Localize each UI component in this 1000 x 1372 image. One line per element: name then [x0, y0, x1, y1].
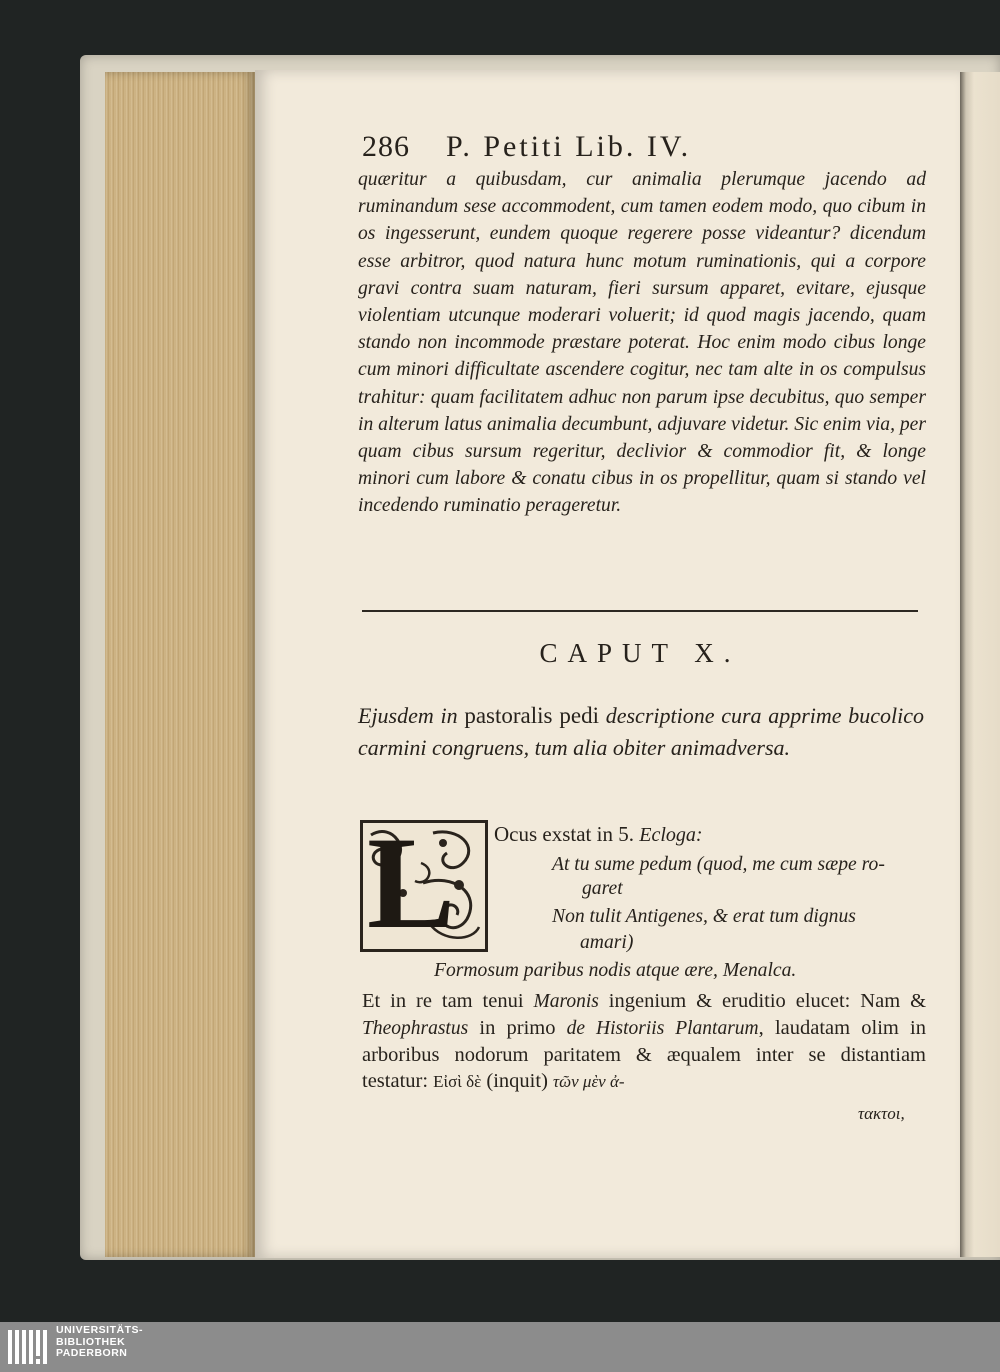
first-line-text: Ocus exstat in 5. — [494, 822, 634, 846]
verse-line-2: garet — [582, 878, 623, 899]
page-edges — [105, 72, 255, 1257]
running-head — [362, 130, 922, 164]
facing-page-edge — [960, 72, 1000, 1257]
verse-line-5: Formosum paribus nodis atque ære, Menalca. — [434, 960, 797, 981]
library-name-line-3: PADERBORN — [56, 1347, 128, 1359]
chapter-heading: CAPUT X. — [539, 638, 741, 668]
library-name-line-2: BIBLIOTHEK — [56, 1335, 126, 1348]
p2-text-1: Et in re tam tenui — [362, 990, 524, 1012]
p2-greek-2: τῶν μὲν ἀ- — [553, 1072, 625, 1091]
p2-text-2: ingenium & eruditio elucet: Nam & — [608, 990, 927, 1012]
p2-greek-1: Εἰσὶ δὲ — [433, 1072, 482, 1091]
ornamental-initial — [360, 809, 488, 956]
p2-text-3: in primo — [479, 1017, 556, 1039]
paragraph-2 — [362, 988, 926, 1095]
first-line-italic: Ecloga: — [639, 824, 703, 846]
chapter-rule — [362, 610, 918, 612]
library-footer — [0, 1322, 1000, 1372]
verse-line-1: At tu sume pedum (quod, me cum sæpe ro- — [552, 854, 885, 875]
p2-text-4: , laudatam olim in arboribus nodorum paritatem & æqualem inter se distantiam testatur: — [362, 1017, 926, 1092]
verse-line-4: amari) — [580, 932, 634, 953]
library-name — [56, 1325, 143, 1360]
page-number: 286 — [362, 130, 410, 163]
subtitle-part-2: pastoralis pedi — [464, 703, 600, 728]
chapter-subtitle — [358, 700, 924, 764]
greek-continuation: τακτοι, — [858, 1104, 905, 1123]
verse-line-3: Non tulit Antigenes, & erat tum dignus — [552, 906, 856, 927]
p2-italic-3: de Historiis Plantarum — [566, 1018, 759, 1039]
p2-italic-1: Maronis — [533, 991, 599, 1012]
paragraph-1: quæritur a quibusdam, cur animalia plerumque jacendo ad ruminandum sese accommodent, cum tamen eodem modo, quo cibum in os ingesserunt, eundem quoque regerere posse videantur? dicendum esse arbitror, quod natura hunc motum ruminationis, qui a corpore gravi contra suam naturam, fieri sursum apparet, evitare, ejusque violentiam utcunque moderari voluerit; id quod magis jacendo, quam stando non incommode præstare poterat. Hoc enim modo cibus longe cum minori difficultate ascendere cogitur, nec tam alte in os compulsus trahitur: quam facilitatem adhuc non parum ipse decubitus, quo semper in alterum latus animalia decumbunt, adjuvare videtur. Sic enim via, per quam cibus sursum regeritur, declivior & commodior fit, & longe minori cum labore & conatu cibus in os propellitur, quam si stando vel incedendo ruminatio perageretur. — [358, 169, 926, 517]
subtitle-part-3: descriptione cura apprime bucolico carmini congruens, tum alia obiter animadversa. — [358, 703, 925, 760]
p2-text-5: (inquit) — [486, 1070, 548, 1092]
running-title: P. Petiti Lib. IV. — [446, 130, 692, 163]
library-name-line-1: UNIVERSITÄTS- — [56, 1324, 144, 1336]
initial-letter: L — [367, 809, 456, 956]
p2-italic-2: Theophrastus — [362, 1018, 469, 1039]
subtitle-part-1: Ejusdem in — [358, 703, 458, 728]
first-line — [494, 822, 703, 847]
library-logo-icon — [6, 1326, 52, 1368]
